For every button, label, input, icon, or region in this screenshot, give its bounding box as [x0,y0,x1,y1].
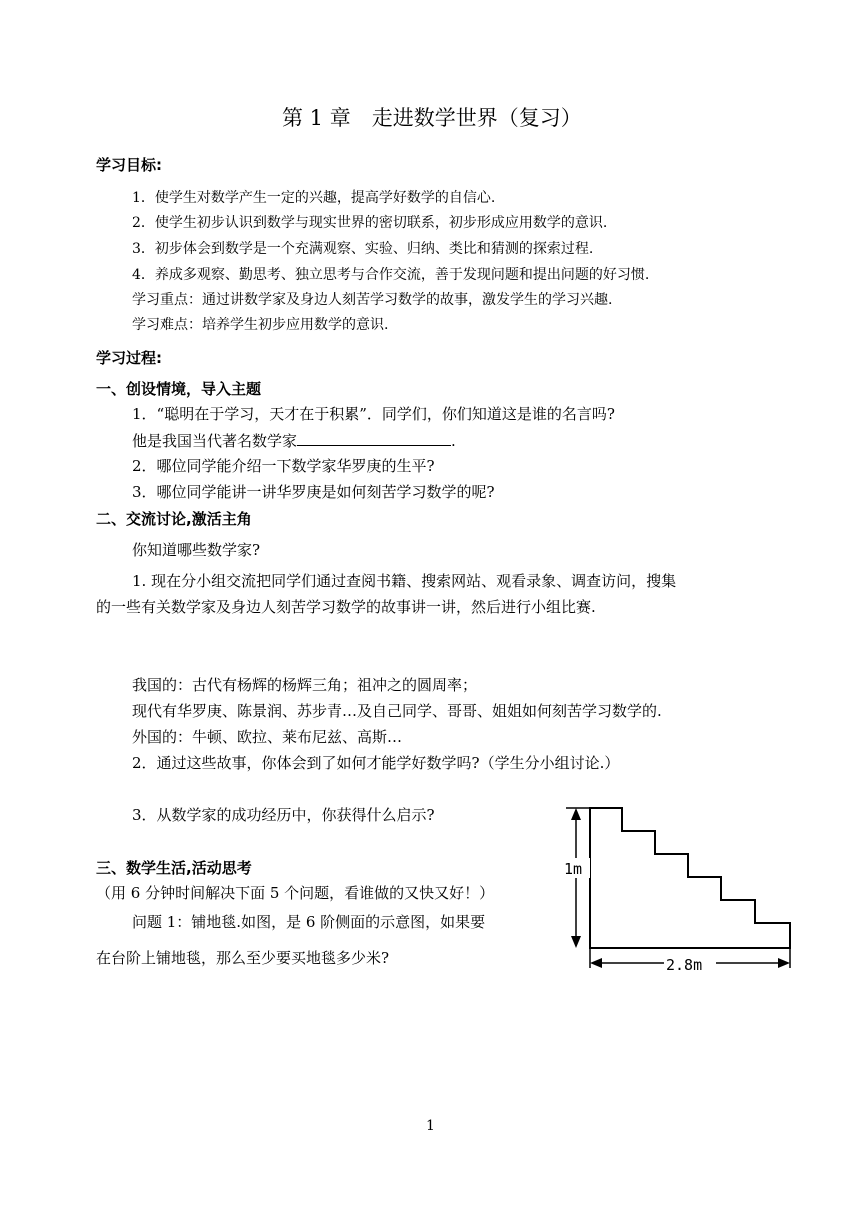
section2-q2: 2．通过这些故事，你体会到了如何才能学好数学吗?（学生分小组讨论.） [132,754,620,772]
process-heading: 学习过程: [96,349,162,367]
arrow-right-icon [778,958,790,968]
problem1-line2: 在台阶上铺地毯，那么至少要买地毯多少米? [96,949,390,967]
section2-foreign: 外国的：牛顿、欧拉、莱布尼兹、高斯… [132,728,403,746]
key-point: 学习重点：通过讲数学家及身边人刻苦学习数学的故事，激发学生的学习兴趣. [132,292,613,308]
answer-blank[interactable] [297,430,451,446]
section2-q3: 3．从数学家的成功经历中，你获得什么启示? [132,806,435,824]
problem1-line1: 问题 1：铺地毯.如图，是 6 阶侧面的示意图，如果要 [132,913,486,931]
stairs-figure [556,800,806,980]
section1-q3: 3．哪位同学能讲一讲华罗庚是如何刻苦学习数学的呢? [132,483,495,501]
section1-q2: 2．哪位同学能介绍一下数学家华罗庚的生平? [132,457,435,475]
goal-item: 3．初步体会到数学是一个充满观察、实验、归纳、类比和猜测的探索过程. [132,241,594,257]
page-number: 1 [426,1118,435,1134]
section2-p1-line2: 的一些有关数学家及身边人刻苦学习数学的故事讲一讲，然后进行小组比赛. [96,598,596,616]
width-label: 2.8m [666,956,703,974]
arrow-left-icon [590,958,602,968]
goal-item: 2．使学生初步认识到数学与现实世界的密切联系，初步形成应用数学的意识. [132,215,608,231]
goal-item: 1．使学生对数学产生一定的兴趣，提高学好数学的自信心. [132,190,496,206]
page-title: 第 1 章 走进数学世界（复习） [282,106,582,130]
staircase-outline [590,808,790,948]
fill-suffix: . [451,432,456,450]
section2-modern: 现代有华罗庚、陈景润、苏步青…及自己同学、哥哥、姐姐如何刻苦学习数学的. [132,702,662,720]
height-label: 1m [564,860,583,878]
goals-heading: 学习目标: [96,156,162,174]
difficulty: 学习难点：培养学生初步应用数学的意识. [132,317,389,333]
arrow-down-icon [571,936,581,948]
section3-instruction: （用 6 分钟时间解决下面 5 个问题，看谁做的又快又好！） [96,884,495,902]
fill-prefix: 他是我国当代著名数学家 [132,432,298,450]
section2-heading: 二、交流讨论,激活主角 [96,510,252,528]
section3-heading: 三、数学生活,活动思考 [96,859,252,877]
section1-fill-line [132,430,456,451]
section2-p1-line1: 1. 现在分小组交流把同学们通过查阅书籍、搜索网站、观看录象、调查访问，搜集 [132,572,677,590]
section2-china: 我国的：古代有杨辉的杨辉三角；祖冲之的圆周率； [132,676,478,694]
arrow-up-icon [571,808,581,820]
section1-heading: 一、创设情境，导入主题 [96,380,262,398]
section2-intro: 你知道哪些数学家? [132,541,261,559]
goal-item: 4．养成多观察、勤思考、独立思考与合作交流，善于发现问题和提出问题的好习惯. [132,267,650,283]
section1-q1: 1．“聪明在于学习，天才在于积累”．同学们，你们知道这是谁的名言吗? [132,405,615,423]
